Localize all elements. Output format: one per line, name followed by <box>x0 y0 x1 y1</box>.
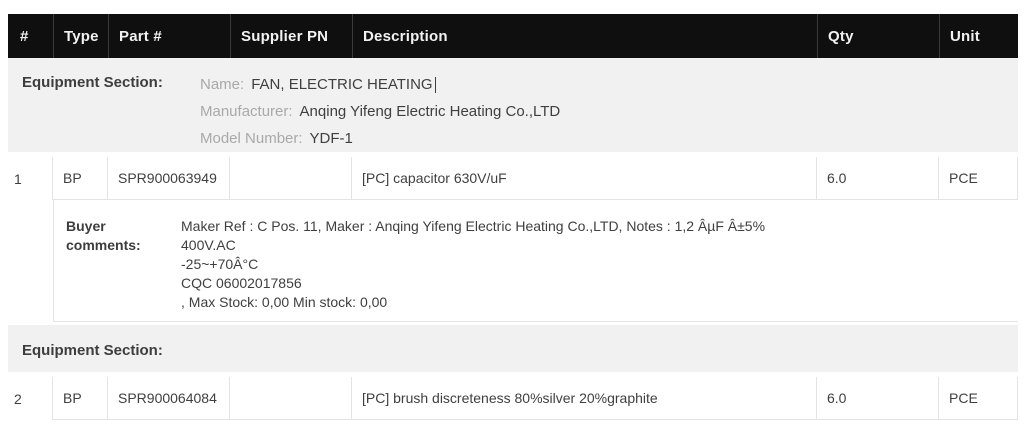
comment-line: Maker Ref : C Pos. 11, Maker : Anqing Yifeng Electric Heating Co.,LTD, Notes : 1,2 ÂµF Â±5% <box>181 218 766 234</box>
header-cell-part-number: Part # <box>108 14 230 58</box>
header-cell-supplier-pn: Supplier PN <box>230 14 352 58</box>
manufacturer-label: Manufacturer: <box>200 103 293 120</box>
equipment-section-label: Equipment Section: <box>22 341 163 359</box>
text-cursor <box>435 77 436 93</box>
header-cell-qty: Qty <box>817 14 939 58</box>
row-number-cell: 1 <box>8 157 53 200</box>
manufacturer-field-row <box>200 98 1018 125</box>
table-row <box>8 377 1018 420</box>
type-cell: BP <box>53 377 108 420</box>
buyer-comments-row <box>53 200 1018 322</box>
qty-cell: 6.0 <box>817 157 939 200</box>
type-cell: BP <box>53 157 108 200</box>
header-cell-number: # <box>20 27 29 45</box>
unit-cell: PCE <box>939 157 1018 200</box>
equipment-section <box>8 58 1018 152</box>
unit-cell: PCE <box>939 377 1018 420</box>
description-cell: [PC] brush discreteness 80%silver 20%graphite <box>352 377 817 420</box>
model-number-label: Model Number: <box>200 130 303 147</box>
table-header-row <box>8 14 1018 58</box>
part-number-cell: SPR900063949 <box>108 157 230 200</box>
row-number-cell: 2 <box>8 377 53 420</box>
name-value[interactable]: FAN, ELECTRIC HEATING <box>251 76 433 93</box>
table-row <box>8 157 1018 200</box>
name-field-row <box>200 71 1018 98</box>
equipment-fields <box>200 71 1018 152</box>
equipment-section <box>8 325 1018 372</box>
buyer-comments-label: Buyer comments: <box>66 218 141 253</box>
comment-line: -25~+70Â°C <box>181 256 259 272</box>
comment-line: CQC 06002017856 <box>181 275 302 291</box>
comment-line: 400V.AC <box>181 237 236 253</box>
description-cell: [PC] capacitor 630V/uF <box>352 157 817 200</box>
model-number-value: YDF-1 <box>309 130 353 147</box>
manufacturer-value: Anqing Yifeng Electric Heating Co.,LTD <box>299 103 561 120</box>
supplier-pn-cell <box>230 377 352 420</box>
name-label: Name: <box>200 76 245 93</box>
equipment-section-label: Equipment Section: <box>22 74 163 91</box>
parts-table <box>8 14 1018 420</box>
header-cell-type: Type <box>53 14 108 58</box>
buyer-comments-text <box>181 217 1008 321</box>
qty-cell: 6.0 <box>817 377 939 420</box>
part-number-cell: SPR900064084 <box>108 377 230 420</box>
header-cell-description: Description <box>352 14 817 58</box>
header-cell-unit: Unit <box>939 14 1018 58</box>
supplier-pn-cell <box>230 157 352 200</box>
comment-line: , Max Stock: 0,00 Min stock: 0,00 <box>181 294 388 310</box>
model-number-field-row <box>200 125 1018 152</box>
